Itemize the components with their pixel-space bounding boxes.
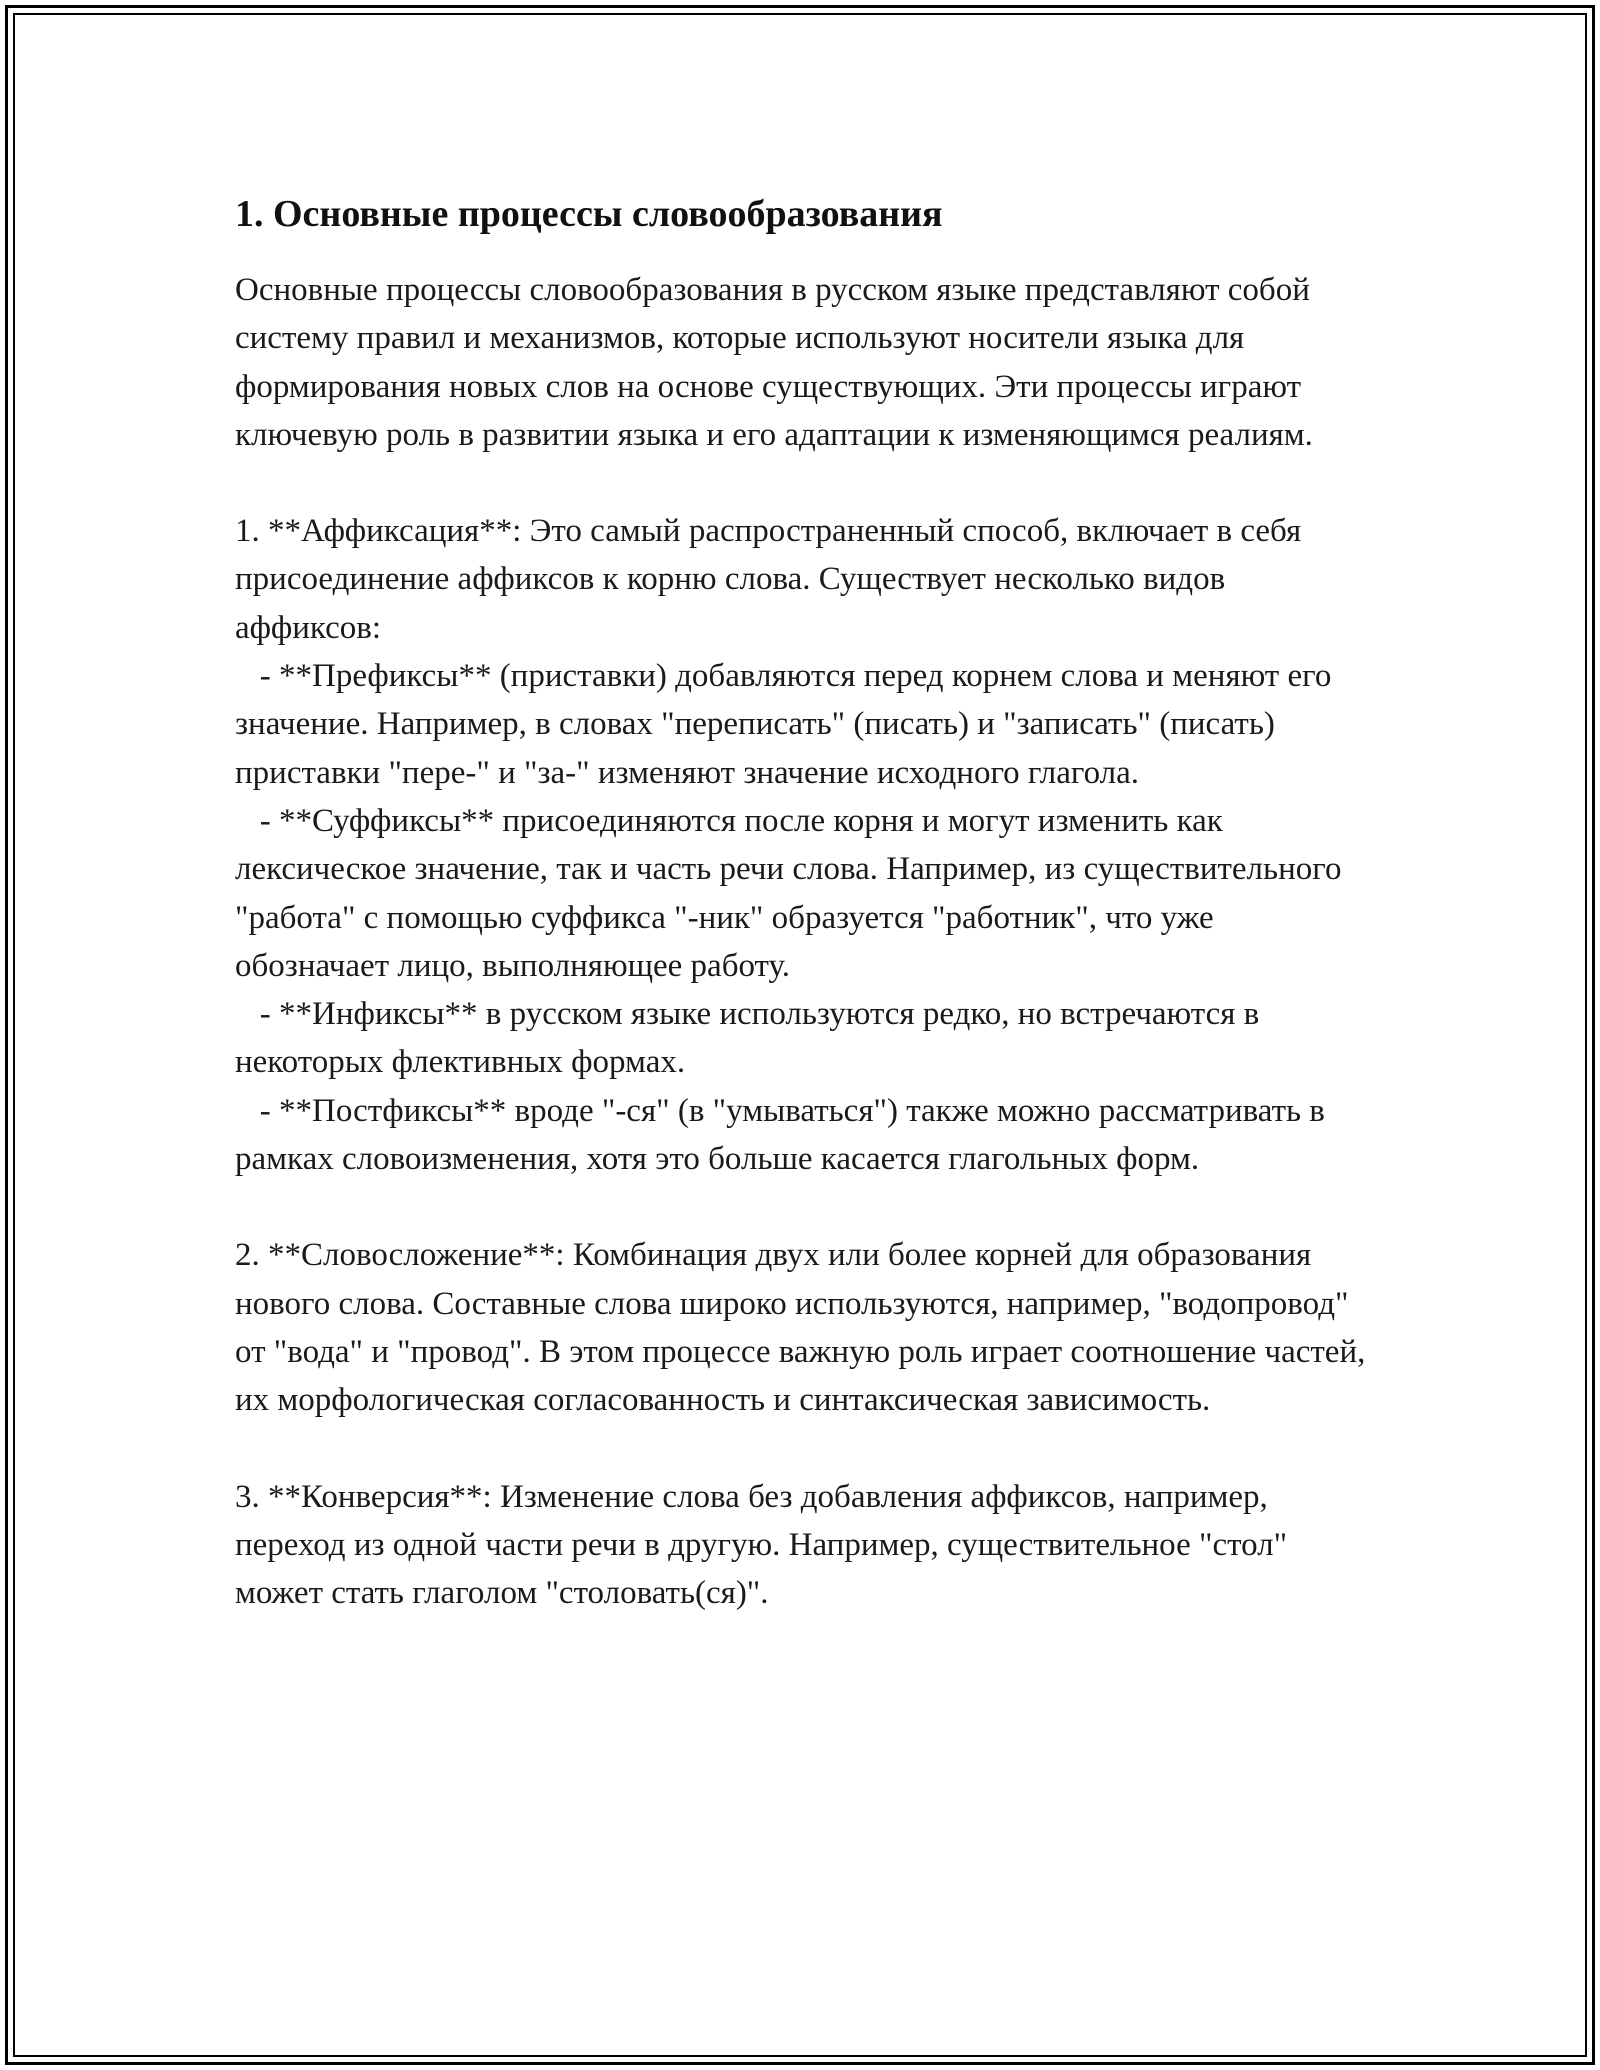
section-title: 1. Основные процессы словообразования	[235, 193, 943, 235]
document-body	[235, 266, 1375, 1617]
paragraph-4: 3. **Конверсия**: Изменение слова без добавления аффиксов, например, переход из одной части речи в другую. Например, существительное "стол" может стать глаголом "столовать(ся)".	[235, 1478, 1296, 1612]
paragraph-2: 1. **Аффиксация**: Это самый распространенный способ, включает в себя присоединение аффиксов к корню слова. Существует несколько видов аффиксов: - **Префиксы** (приставки) добавляются перед корнем слова и меняют его значение. Например, в словах "переписать" (писать) и "записать" (писать) приставки "пере-" и "за-" изменяют значение исходного глагола. - **Суффиксы** присоединяются после корня и могут изменить как лексическое значение, так и часть речи слова. Например, из существительного "работа" с помощью суффикса "-ник" образуется "работник", что уже обозначает лицо, выполняющее работу. - **Инфиксы** в русском языке используются редко, но встречаются в некоторых флективных формах. - **Постфиксы** вроде "-ся" (в "умываться") также можно рассматривать в рамках словоизменения, хотя это больше касается глагольных форм.	[235, 513, 1342, 1178]
document-page	[235, 190, 1375, 1665]
paragraph-1: Основные процессы словообразования в русском языке представляют собой систему правил и механизмов, которые используют носители языка для формирования новых слов на основе существующих. Эти процессы играют ключевую роль в развитии языка и его адаптации к изменяющимся реалиям.	[235, 272, 1319, 453]
paragraph-3: 2. **Словосложение**: Комбинация двух или более корней для образования нового слова. Составные слова широко используются, например, "водопровод" от "вода" и "провод". В этом процессе важную роль играет соотношение частей, их морфологическая согласованность и синтаксическая зависимость.	[235, 1237, 1374, 1419]
